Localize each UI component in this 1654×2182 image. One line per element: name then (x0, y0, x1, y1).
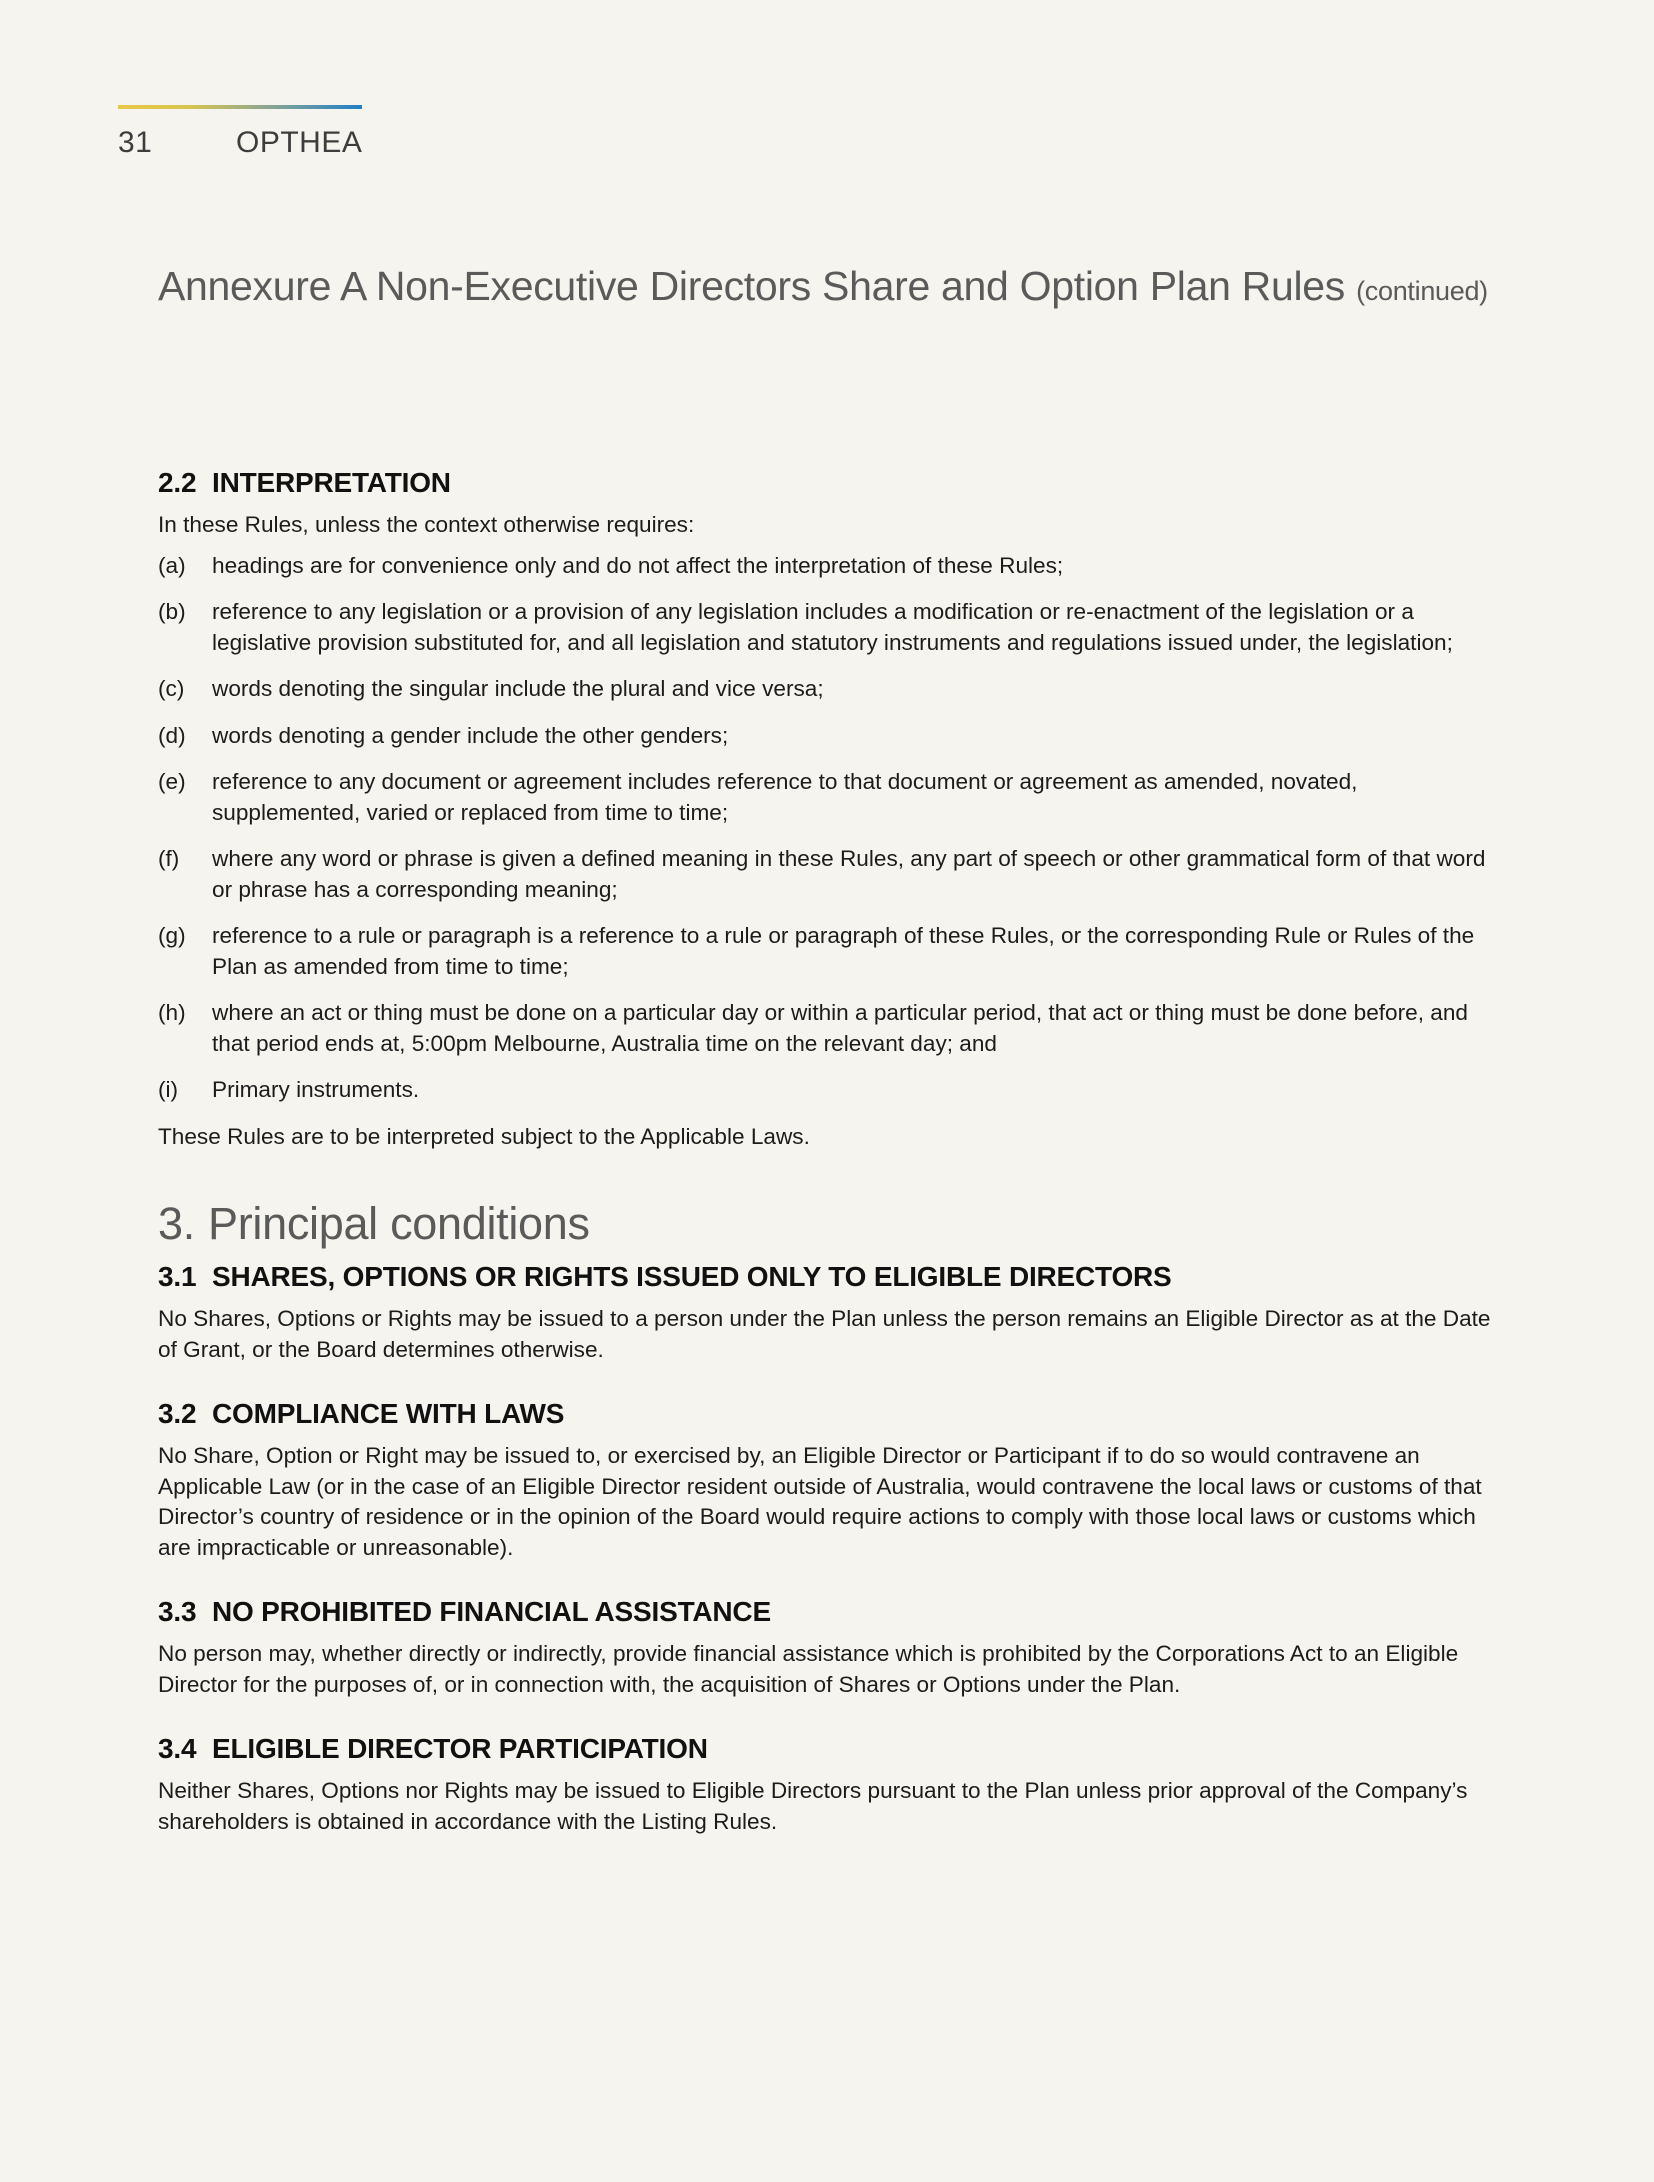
subsection-number: 3.3 (158, 1596, 197, 1627)
section-number: 3. (158, 1198, 195, 1249)
list-marker: (b) (158, 599, 186, 624)
list-marker: (e) (158, 769, 186, 794)
list-marker: (c) (158, 676, 185, 701)
list-marker: (f) (158, 846, 180, 871)
list-item (158, 721, 1498, 752)
list-item-text: reference to any document or agreement includes reference to that document or agreement as amended, novated, supplemented, varied or replaced from time to time; (212, 769, 1358, 825)
subsection-heading (158, 1728, 1498, 1770)
header-accent-bar (118, 105, 362, 109)
list-marker: (i) (158, 1077, 179, 1102)
list-item (158, 844, 1498, 905)
list-item (158, 674, 1498, 705)
subsection-3-3 (158, 1591, 1498, 1700)
section-2-2 (158, 462, 1498, 1152)
subsection-heading-text: ELIGIBLE DIRECTOR PARTICIPATION (212, 1733, 708, 1764)
subsection-heading-text: COMPLIANCE WITH LAWS (212, 1398, 565, 1429)
section-2-2-closing: These Rules are to be interpreted subject to the Applicable Laws. (158, 1123, 810, 1149)
list-item (158, 767, 1498, 828)
subsection-text: Neither Shares, Options nor Rights may be issued to Eligible Directors pursuant to the Plan unless prior approval of the Company’s shareholders is obtained in accordance with the Listing Rules. (158, 1778, 1468, 1834)
list-item-text: where an act or thing must be done on a particular day or within a particular period, that act or thing must be done before, and that period ends at, 5:00pm Melbourne, Australia time on the relevant day; and (212, 1000, 1468, 1056)
section-2-2-heading (158, 462, 1498, 504)
subsection-heading (158, 1256, 1498, 1298)
subsection-number: 3.1 (158, 1261, 197, 1292)
page-number: 31 (118, 126, 153, 159)
section-3 (158, 1192, 1498, 1837)
list-item-text: where any word or phrase is given a defined meaning in these Rules, any part of speech or other grammatical form of that word or phrase has a corresponding meaning; (212, 846, 1486, 902)
page-title (158, 263, 1558, 310)
list-item-text: words denoting the singular include the plural and vice versa; (212, 676, 824, 701)
document-body (158, 462, 1498, 1837)
list-item-text: reference to any legislation or a provision of any legislation includes a modification or re-enactment of the legislation or a legislative provision substituted for, and all legislation and statutory instruments and regulations issued under, the legislation; (212, 599, 1453, 655)
page-title-suffix: (continued) (1356, 276, 1488, 306)
list-item-text: reference to a rule or paragraph is a reference to a rule or paragraph of these Rules, or the corresponding Rule or Rules of the Plan as amended from time to time; (212, 923, 1475, 979)
subsection-number: 3.2 (158, 1398, 197, 1429)
list-item (158, 597, 1498, 658)
subsection-text: No Share, Option or Right may be issued to, or exercised by, an Eligible Director or Participant if to do so would contravene an Applicable Law (or in the case of an Eligible Director resident outside of Australia, would contravene the local laws or customs of that Director’s country of residence or in the opinion of the Board would require actions to comply with those local laws or customs which are impracticable or unreasonable). (158, 1443, 1482, 1560)
list-marker: (d) (158, 722, 186, 748)
list-item-text: headings are for convenience only and do not affect the interpretation of these Rules; (212, 552, 1064, 578)
section-heading-text: INTERPRETATION (212, 467, 451, 498)
section-3-heading (158, 1192, 1498, 1256)
subsection-number: 3.4 (158, 1733, 197, 1764)
list-item-text: words denoting a gender include the other genders; (212, 722, 729, 748)
page-title-main: Annexure A Non-Executive Directors Share and Option Plan Rules (158, 263, 1345, 309)
section-heading-text: Principal conditions (208, 1198, 590, 1249)
subsection-heading-text: NO PROHIBITED FINANCIAL ASSISTANCE (212, 1596, 771, 1627)
brand-name: OPTHEA (236, 126, 363, 159)
section-2-2-intro: In these Rules, unless the context otherwise requires: (158, 512, 695, 537)
list-marker: (g) (158, 923, 186, 948)
subsection-text: No person may, whether directly or indirectly, provide financial assistance which is prohibited by the Corporations Act to an Eligible Director for the purposes of, or in connection with, the acquisition of Shares or Options under the Plan. (158, 1641, 1459, 1697)
list-item (158, 921, 1498, 982)
list-item (158, 998, 1498, 1059)
subsection-3-2 (158, 1393, 1498, 1563)
list-marker: (h) (158, 1000, 186, 1025)
subsection-text: No Shares, Options or Rights may be issued to a person under the Plan unless the person remains an Eligible Director as at the Date of Grant, or the Board determines otherwise. (158, 1306, 1491, 1362)
subsection-heading (158, 1591, 1498, 1633)
list-item-text: Primary instruments. (212, 1077, 420, 1102)
subsection-3-4 (158, 1728, 1498, 1837)
subsection-3-1 (158, 1256, 1498, 1365)
list-marker: (a) (158, 552, 186, 578)
subsection-heading (158, 1393, 1498, 1435)
list-item (158, 1075, 1498, 1106)
section-number: 2.2 (158, 467, 197, 498)
subsection-heading-text: SHARES, OPTIONS OR RIGHTS ISSUED ONLY TO ELIGIBLE DIRECTORS (212, 1261, 1172, 1292)
list-item (158, 551, 1498, 582)
interpretation-list (158, 551, 1498, 1106)
